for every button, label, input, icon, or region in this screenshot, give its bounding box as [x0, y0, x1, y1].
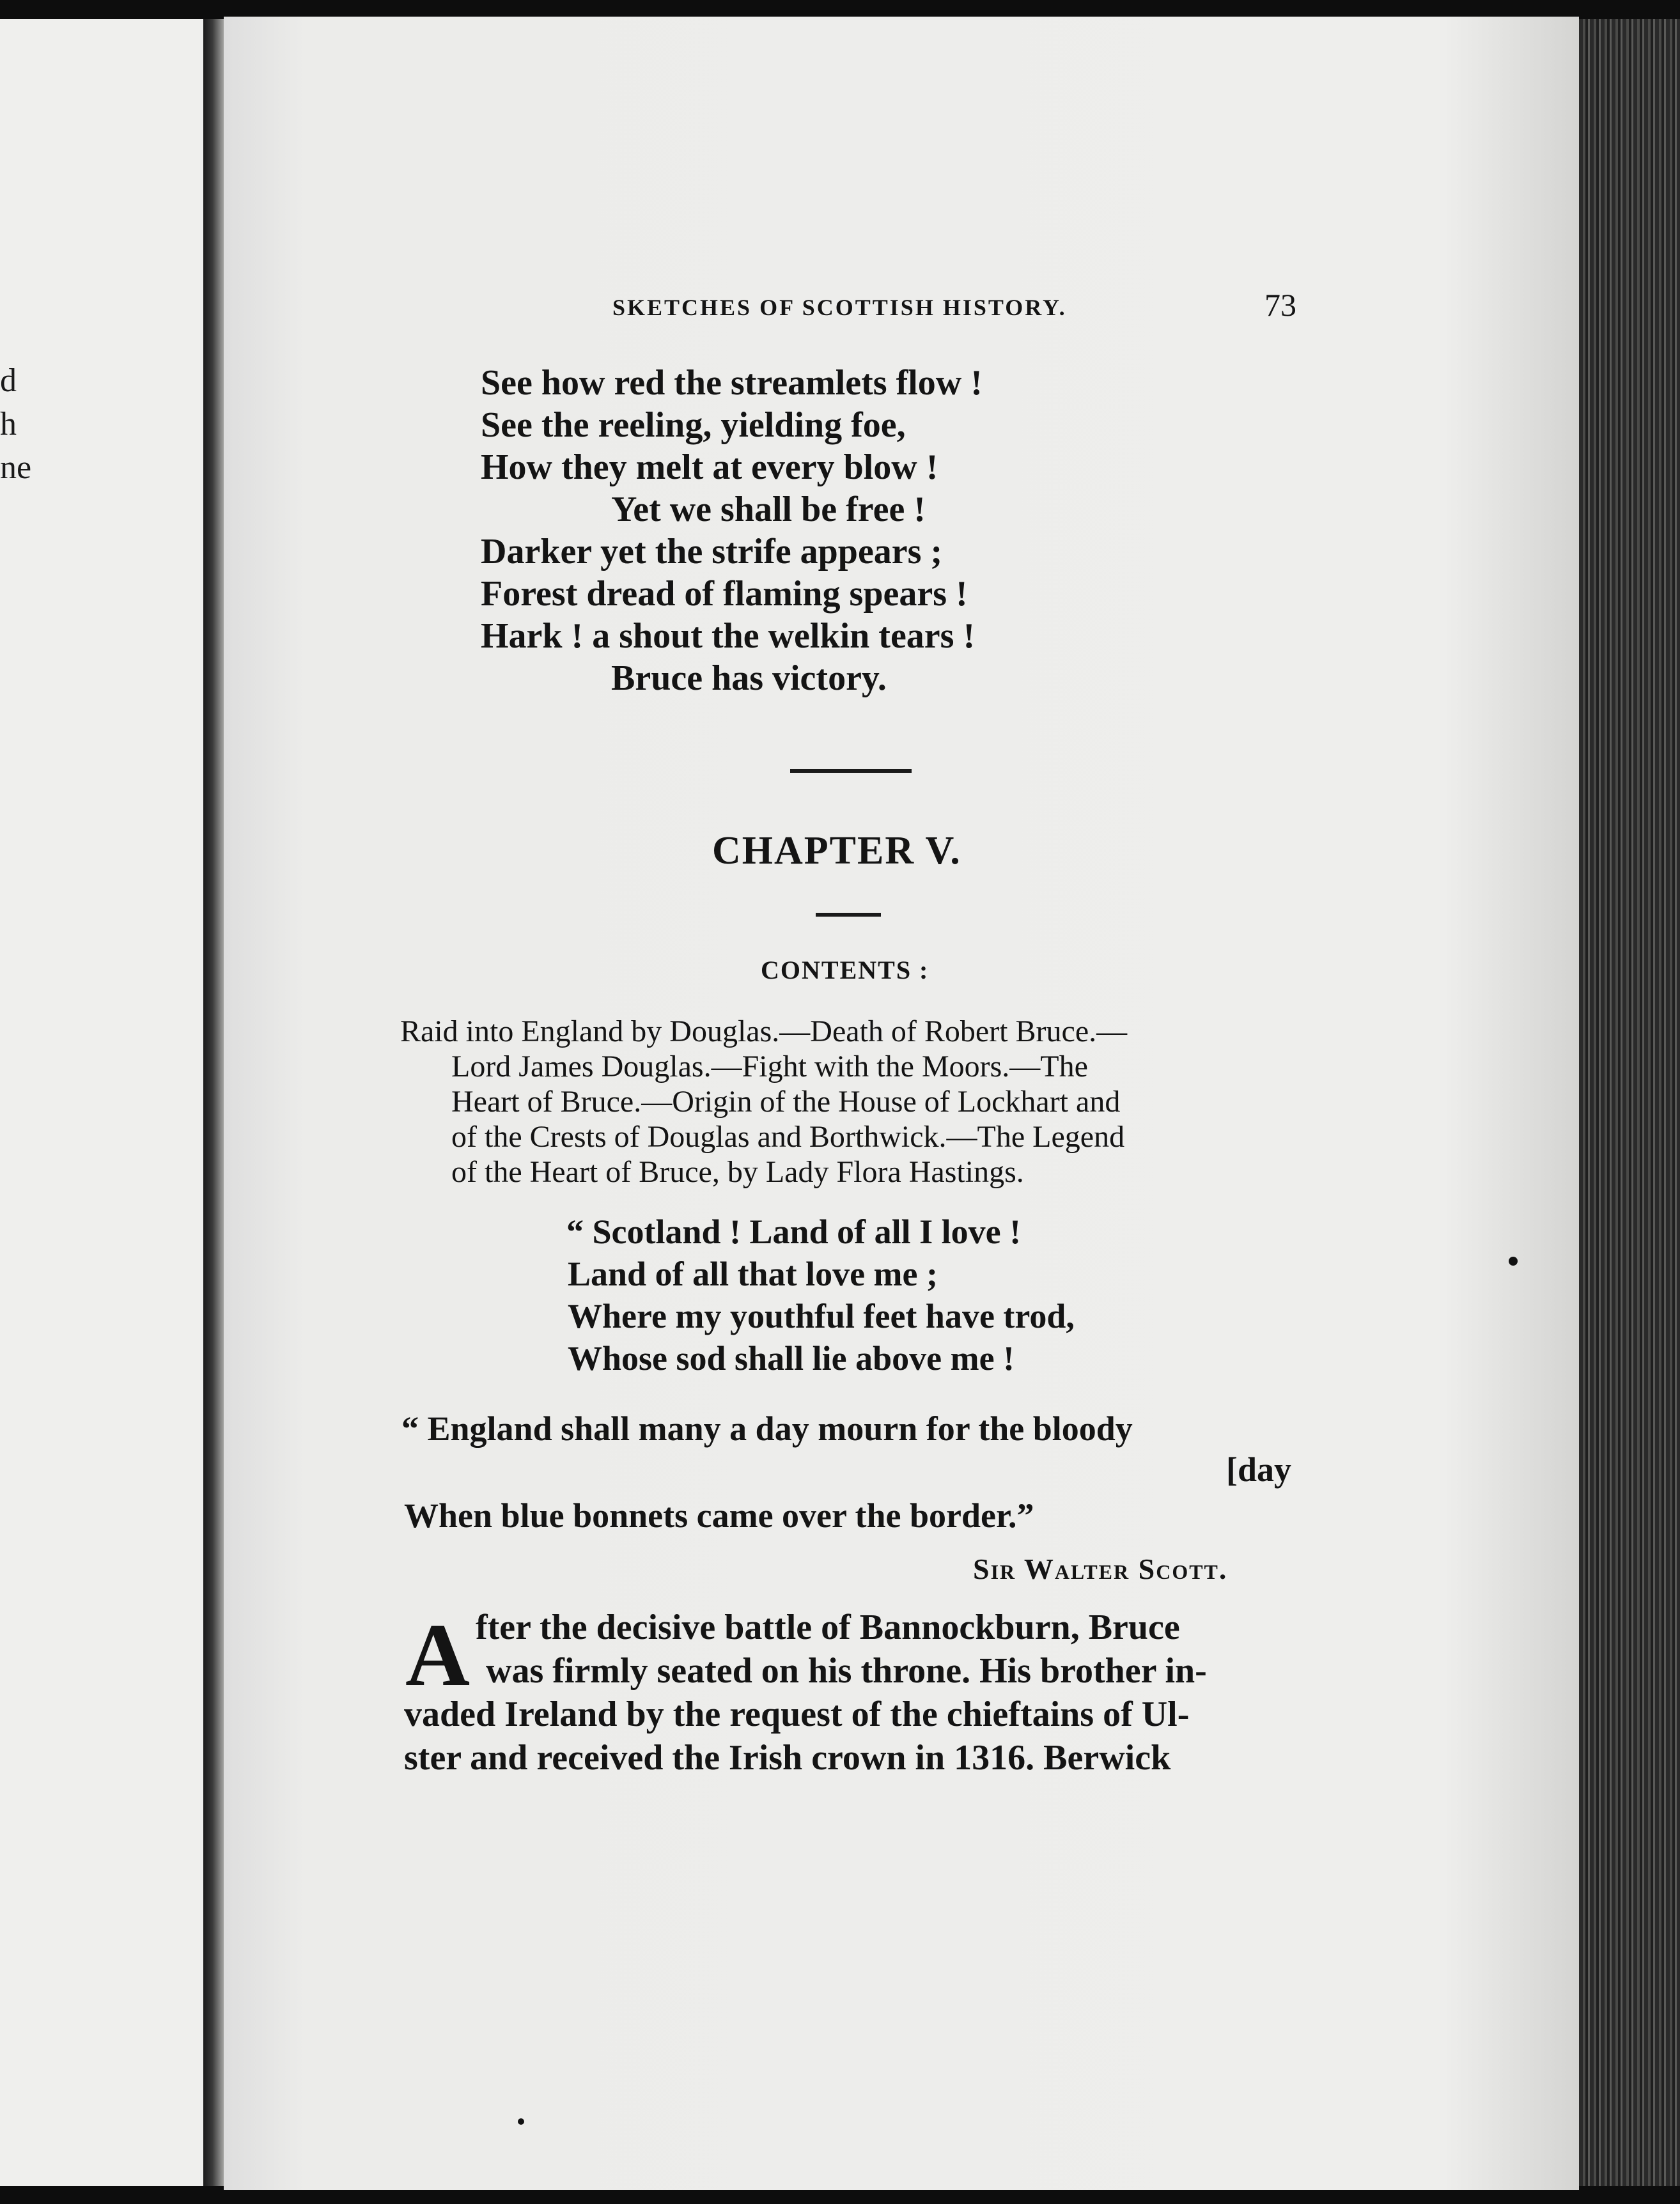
page-edges: [1579, 19, 1680, 2186]
ink-speck: [1509, 1257, 1518, 1266]
left-page-fragment: h: [0, 406, 17, 442]
poem-line: Hark ! a shout the welkin tears !: [481, 616, 976, 656]
poem-line: Darker yet the strife appears ;: [481, 532, 943, 571]
left-page: [0, 19, 203, 2186]
body-line: vaded Ireland by the request of the chieftains of Ul-: [404, 1695, 1190, 1734]
contents-line: of the Heart of Bruce, by Lady Flora Hastings.: [451, 1155, 1024, 1189]
running-header: SKETCHES OF SCOTTISH HISTORY.: [612, 295, 1067, 320]
epigraph-line: Where my youthful feet have trod,: [568, 1297, 1075, 1335]
left-page-fragment: ne: [0, 449, 32, 486]
contents-line: Raid into England by Douglas.—Death of Robert Bruce.—: [400, 1014, 1128, 1048]
poem-line: See how red the streamlets flow !: [481, 363, 983, 403]
left-page-fragment: d: [0, 362, 17, 399]
chapter-rule: [816, 913, 881, 917]
epigraph-line: “ Scotland ! Land of all I love !: [566, 1213, 1022, 1251]
epigraph-line: “ England shall many a day mourn for the bloody: [401, 1409, 1133, 1448]
poem-line: Yet we shall be free !: [611, 490, 926, 529]
poem-line: Bruce has victory.: [611, 658, 887, 698]
body-line: ster and received the Irish crown in 1316. Berwick: [404, 1738, 1171, 1778]
book-gutter: [203, 19, 226, 2186]
contents-line: Heart of Bruce.—Origin of the House of Lockhart and: [451, 1085, 1121, 1119]
page-number: 73: [1264, 287, 1296, 323]
ink-speck: [518, 2118, 524, 2125]
section-divider: [790, 769, 912, 773]
epigraph-line: Land of all that love me ;: [568, 1255, 938, 1293]
poem-line: See the reeling, yielding foe,: [481, 405, 906, 445]
chapter-title: CHAPTER V.: [712, 829, 961, 873]
epigraph-line-continuation: [day: [1226, 1450, 1292, 1489]
contents-heading: CONTENTS :: [761, 956, 929, 984]
poem-line: Forest dread of flaming spears !: [481, 574, 968, 614]
drop-cap: A: [405, 1606, 471, 1705]
epigraph-line: Whose sod shall lie above me !: [568, 1339, 1015, 1378]
contents-line: Lord James Douglas.—Fight with the Moors.—The: [451, 1050, 1088, 1083]
contents-line: of the Crests of Douglas and Borthwick.—The Legend: [451, 1120, 1125, 1154]
epigraph-line: When blue bonnets came over the border.”: [404, 1496, 1034, 1535]
body-line: was firmly seated on his throne. His brother in-: [486, 1651, 1207, 1691]
epigraph-attribution: Sir Walter Scott.: [973, 1553, 1228, 1585]
body-line: fter the decisive battle of Bannockburn, Bruce: [476, 1608, 1180, 1647]
poem-line: How they melt at every blow !: [481, 447, 938, 487]
